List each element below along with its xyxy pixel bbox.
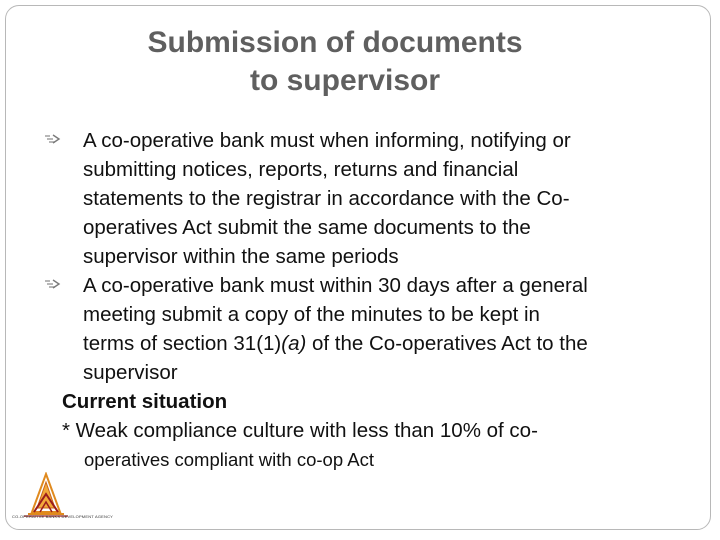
slide-title-line-1: Submission of documents [147, 26, 523, 59]
bullet-2-line-4: supervisor [83, 361, 178, 384]
bullet-1-line-1: A co-operative bank must when informing, notifying or [83, 129, 571, 152]
section-reference-rest: of the Co-operatives Act to the [306, 332, 588, 355]
bullet-1-line-3: statements to the registrar in accordance with the Co- [83, 187, 570, 210]
bullet-2-line-1: A co-operative bank must within 30 days after a general [83, 274, 588, 297]
bullet-item-1 [62, 126, 692, 271]
slide-title [0, 24, 670, 100]
bullet-2-line-2: meeting submit a copy of the minutes to be kept in [83, 303, 540, 326]
cascading-arrow-bullet-icon [44, 277, 61, 291]
bullet-1-line-5: supervisor within the same periods [83, 245, 399, 268]
slide-body [62, 126, 692, 474]
current-situation-heading: Current situation [62, 390, 228, 413]
bullet-1-line-2: submitting notices, reports, returns and financial [83, 158, 519, 181]
cascading-arrow-bullet-icon [44, 132, 61, 146]
logo-caption: CO-OPERATIVE BANKS DEVELOPMENT AGENCY [12, 514, 114, 519]
slide-title-line-2: to supervisor [249, 64, 441, 97]
bullet-2-line-3 [83, 329, 692, 358]
bullet-1-line-4: operatives Act submit the same documents to the [83, 216, 531, 239]
current-situation-note-line-1: * Weak compliance culture with less than 10% of co- [62, 419, 538, 442]
bullet-item-2 [62, 271, 692, 387]
co-operative-banks-development-agency-logo [10, 472, 82, 518]
section-reference-italic: (a) [281, 332, 307, 355]
section-reference: terms of section 31(1) [83, 332, 282, 355]
current-situation-note-line-2: operatives compliant with co-op Act [84, 449, 374, 470]
